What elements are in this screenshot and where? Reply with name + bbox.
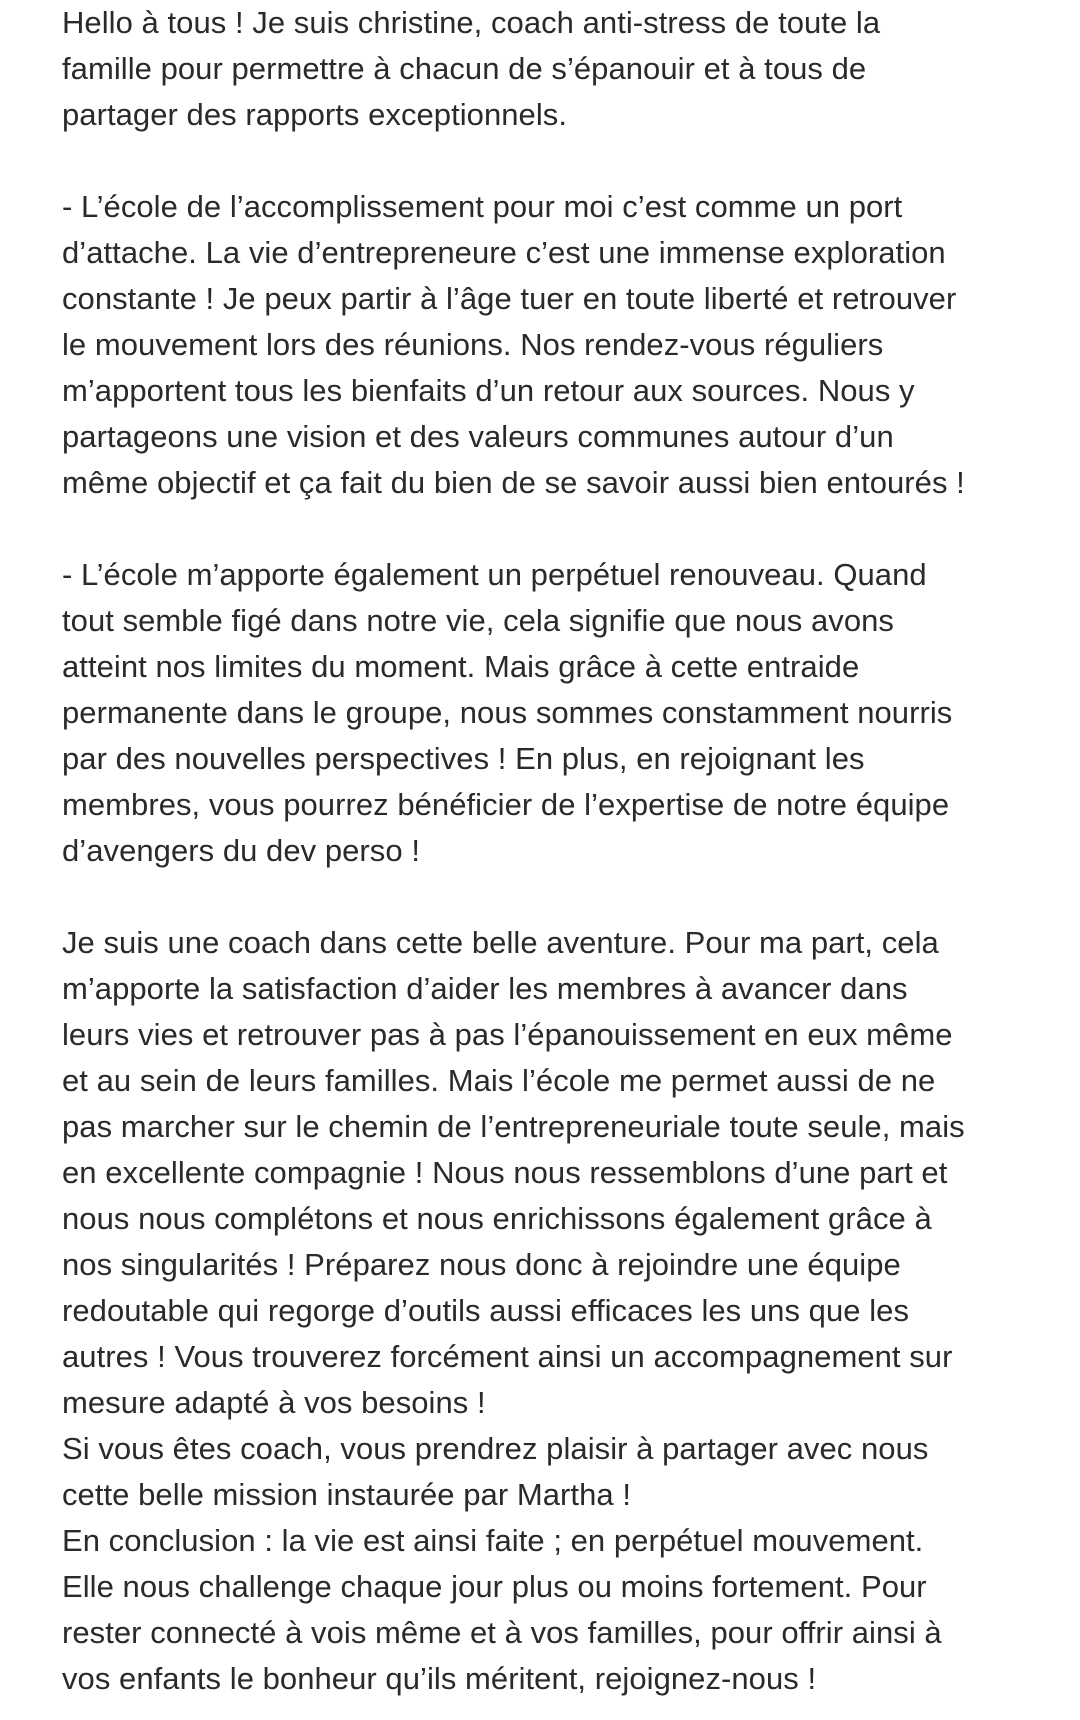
post-line: permanente dans le groupe, nous sommes constamment nourris bbox=[62, 695, 953, 730]
paragraph-spacer bbox=[62, 874, 1062, 920]
post-line: d’avengers du dev perso ! bbox=[62, 833, 420, 868]
post-line: membres, vous pourrez bénéficier de l’expertise de notre équipe bbox=[62, 787, 950, 822]
paragraph-spacer bbox=[62, 506, 1062, 552]
post-line: m’apporte la satisfaction d’aider les membres à avancer dans bbox=[62, 971, 908, 1006]
post-line: Elle nous challenge chaque jour plus ou moins fortement. Pour bbox=[62, 1569, 927, 1604]
post-line: nous nous complétons et nous enrichissons également grâce à bbox=[62, 1201, 932, 1236]
post-line: famille pour permettre à chacun de s’épanouir et à tous de bbox=[62, 51, 867, 86]
post-line: leurs vies et retrouver pas à pas l’épanouissement en eux même bbox=[62, 1017, 953, 1052]
post-line: et au sein de leurs familles. Mais l’école me permet aussi de ne bbox=[62, 1063, 936, 1098]
post-line: d’attache. La vie d’entrepreneure c’est une immense exploration bbox=[62, 235, 946, 270]
paragraph-spacer bbox=[62, 138, 1062, 184]
post-line: Hello à tous ! Je suis christine, coach anti-stress de toute la bbox=[62, 5, 881, 40]
post-line: - L’école de l’accomplissement pour moi c’est comme un port bbox=[62, 189, 903, 224]
post-body bbox=[62, 0, 1062, 1702]
post-line: constante ! Je peux partir à l’âge tuer en toute liberté et retrouver bbox=[62, 281, 957, 316]
post-line: partageons une vision et des valeurs communes autour d’un bbox=[62, 419, 894, 454]
post-line: Je suis une coach dans cette belle aventure. Pour ma part, cela bbox=[62, 925, 939, 960]
post-line: autres ! Vous trouverez forcément ainsi un accompagnement sur bbox=[62, 1339, 953, 1374]
post-line: - L’école m’apporte également un perpétuel renouveau. Quand bbox=[62, 557, 927, 592]
post-line: Si vous êtes coach, vous prendrez plaisir à partager avec nous bbox=[62, 1431, 929, 1466]
post-line: tout semble figé dans notre vie, cela signifie que nous avons bbox=[62, 603, 894, 638]
post-line: mesure adapté à vos besoins ! bbox=[62, 1385, 486, 1420]
post-line: même objectif et ça fait du bien de se savoir aussi bien entourés ! bbox=[62, 465, 965, 500]
post-line: pas marcher sur le chemin de l’entrepreneuriale toute seule, mais bbox=[62, 1109, 965, 1144]
post-line: m’apportent tous les bienfaits d’un retour aux sources. Nous y bbox=[62, 373, 915, 408]
post-line: cette belle mission instaurée par Martha ! bbox=[62, 1477, 631, 1512]
post-line: vos enfants le bonheur qu’ils méritent, rejoignez-nous ! bbox=[62, 1661, 817, 1696]
post-line: par des nouvelles perspectives ! En plus, en rejoignant les bbox=[62, 741, 865, 776]
post-line: redoutable qui regorge d’outils aussi efficaces les uns que les bbox=[62, 1293, 909, 1328]
post-line: rester connecté à vois même et à vos familles, pour offrir ainsi à bbox=[62, 1615, 942, 1650]
post-line: nos singularités ! Préparez nous donc à rejoindre une équipe bbox=[62, 1247, 901, 1282]
post-line: En conclusion : la vie est ainsi faite ; en perpétuel mouvement. bbox=[62, 1523, 924, 1558]
post-line: atteint nos limites du moment. Mais grâce à cette entraide bbox=[62, 649, 860, 684]
post-line: partager des rapports exceptionnels. bbox=[62, 97, 567, 132]
post-line: en excellente compagnie ! Nous nous ressemblons d’une part et bbox=[62, 1155, 948, 1190]
post-line: le mouvement lors des réunions. Nos rendez-vous réguliers bbox=[62, 327, 884, 362]
